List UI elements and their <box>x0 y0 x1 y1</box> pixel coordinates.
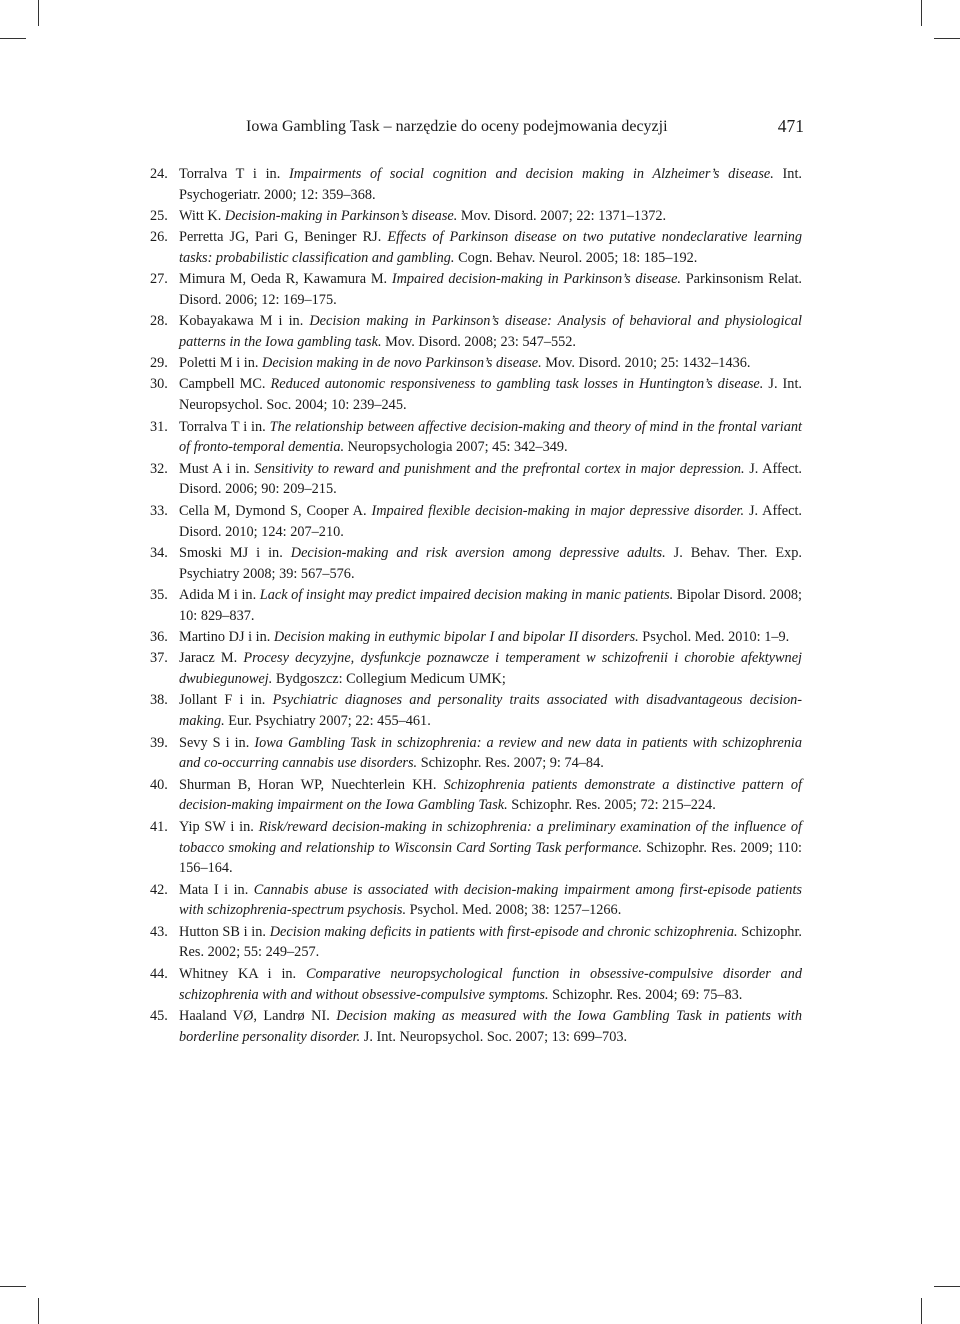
reference-title: Reduced autonomic responsiveness to gambling task losses in Huntington’s disease. <box>270 376 764 393</box>
reference-source: Psychol. Med. 2008; 38: 1257–1266. <box>409 902 622 919</box>
reference-item <box>150 227 802 269</box>
reference-number: 36. <box>150 629 168 646</box>
reference-number: 29. <box>150 355 168 372</box>
reference-item <box>150 269 802 311</box>
reference-source: Schizophr. Res. 2002; 55: 249–257. <box>179 923 803 961</box>
reference-item <box>150 648 802 690</box>
reference-authors: Kobayakawa M i in. <box>179 313 304 330</box>
reference-authors: Mata I i in. <box>179 881 249 898</box>
reference-source: Neuropsychologia 2007; 45: 342–349. <box>347 439 568 456</box>
reference-number: 37. <box>150 650 168 667</box>
page-number: 471 <box>777 116 804 136</box>
reference-authors: Witt K. <box>179 207 222 224</box>
reference-item <box>150 353 802 374</box>
reference-authors: Torralva T i in. <box>179 418 266 435</box>
reference-number: 33. <box>150 502 168 519</box>
reference-title: Risk/reward decision-making in schizophrenia: a preliminary examination of the influence of tobacco smoking and relationship to Wisconsin Card Sorting Task performance. <box>179 818 803 856</box>
reference-source: J. Affect. Disord. 2010; 124: 207–210. <box>179 502 803 540</box>
reference-item <box>150 1006 802 1048</box>
reference-item <box>150 627 802 648</box>
crop-mark <box>934 1286 960 1287</box>
reference-number: 27. <box>150 270 168 287</box>
reference-number: 40. <box>150 776 168 793</box>
reference-title: Impaired decision-making in Parkinson’s disease. <box>391 270 682 287</box>
reference-source: Eur. Psychiatry 2007; 22: 455–461. <box>228 713 431 730</box>
reference-title: Decision making in de novo Parkinson’s disease. <box>262 355 542 372</box>
reference-source: Int. Psychogeriatr. 2000; 12: 359–368. <box>179 166 803 203</box>
reference-authors: Smoski MJ i in. <box>179 544 283 561</box>
reference-source: Schizophr. Res. 2007; 9: 74–84. <box>420 755 604 772</box>
reference-item <box>150 775 802 817</box>
reference-source: J. Int. Neuropsychol. Soc. 2007; 13: 699–703. <box>363 1028 628 1045</box>
reference-authors: Perretta JG, Pari G, Beninger RJ. <box>179 228 382 245</box>
reference-title: Comparative neuropsychological function in obsessive-compulsive disorder and schizophrenia with and without obsessive-compulsive symptoms. <box>179 965 802 1003</box>
reference-authors: Yip SW i in. <box>179 818 254 835</box>
reference-source: Schizophr. Res. 2009; 110: 156–164. <box>179 839 802 877</box>
reference-number: 28. <box>150 313 168 330</box>
reference-item <box>150 690 802 732</box>
reference-item <box>150 817 802 879</box>
reference-number: 42. <box>150 881 168 898</box>
reference-item <box>150 880 802 922</box>
reference-source: Bipolar Disord. 2008; 10: 829–837. <box>179 586 802 624</box>
reference-source: Mov. Disord. 2008; 23: 547–552. <box>385 333 577 350</box>
reference-source: Psychol. Med. 2010: 1–9. <box>642 629 790 646</box>
reference-number: 39. <box>150 734 168 751</box>
crop-mark <box>921 1298 922 1324</box>
running-title: Iowa Gambling Task – narzędzie do oceny podejmowania decyzji <box>246 118 668 135</box>
reference-item <box>150 374 802 416</box>
reference-source: Schizophr. Res. 2005; 72: 215–224. <box>511 797 716 814</box>
reference-source: Schizophr. Res. 2004; 69: 75–83. <box>552 986 743 1003</box>
reference-authors: Martino DJ i in. <box>179 629 271 646</box>
reference-item <box>150 311 802 353</box>
reference-item <box>150 501 802 543</box>
reference-number: 44. <box>150 965 168 982</box>
crop-mark <box>38 0 39 26</box>
reference-number: 31. <box>150 418 168 435</box>
crop-mark <box>934 38 960 39</box>
reference-title: Sensitivity to reward and punishment and the prefrontal cortex in major depression. <box>254 460 745 477</box>
reference-authors: Campbell MC. <box>179 376 266 393</box>
reference-authors: Mimura M, Oeda R, Kawamura M. <box>179 270 388 287</box>
reference-title: Cannabis abuse is associated with decision-making impairment among first-episode patients with schizophrenia-spectrum psychosis. <box>179 881 802 919</box>
reference-number: 43. <box>150 923 168 940</box>
reference-title: Effects of Parkinson disease on two putative nondeclarative learning tasks: probabilistic classification and gambling. <box>179 228 803 266</box>
reference-item <box>150 543 802 585</box>
reference-source: J. Int. Neuropsychol. Soc. 2004; 10: 239–245. <box>179 376 803 414</box>
reference-source: Parkinsonism Relat. Disord. 2006; 12: 169–175. <box>179 270 803 308</box>
reference-authors: Haaland VØ, Landrø NI. <box>179 1007 330 1024</box>
reference-title: Iowa Gambling Task in schizophrenia: a review and new data in patients with schizophrenia and co-occurring cannabis use disorders. <box>179 734 803 772</box>
reference-number: 25. <box>150 207 168 224</box>
reference-item <box>150 164 802 206</box>
reference-number: 35. <box>150 586 168 603</box>
reference-item <box>150 459 802 501</box>
reference-source: Mov. Disord. 2010; 25: 1432–1436. <box>545 355 751 372</box>
reference-title: Schizophrenia patients demonstrate a distinctive pattern of decision-making impairment on the Iowa Gambling Task. <box>179 776 802 814</box>
reference-authors: Must A i in. <box>179 460 250 477</box>
reference-title: Decision making in euthymic bipolar I and bipolar II disorders. <box>273 629 639 646</box>
reference-title: The relationship between affective decision-making and theory of mind in the frontal variant of fronto-temporal dementia. <box>179 418 802 456</box>
reference-title: Psychiatric diagnoses and personality traits associated with disadvantageous decision-making. <box>179 692 803 730</box>
reference-number: 41. <box>150 818 168 835</box>
reference-authors: Sevy S i in. <box>179 734 250 751</box>
reference-authors: Jaracz M. <box>179 650 238 667</box>
reference-title: Impaired flexible decision-making in major depressive disorder. <box>371 502 745 519</box>
reference-title: Decision making in Parkinson’s disease: Analysis of behavioral and physiological patterns in the Iowa gambling task. <box>179 313 802 350</box>
reference-title: Impairments of social cognition and decision making in Alzheimer’s disease. <box>289 166 774 182</box>
reference-number: 38. <box>150 692 168 709</box>
reference-number: 32. <box>150 460 168 477</box>
reference-authors: Jollant F i in. <box>179 692 266 709</box>
reference-number: 34. <box>150 544 168 561</box>
reference-item <box>150 733 802 775</box>
reference-source: Bydgoszcz: Collegium Medicum UMK; <box>275 671 506 688</box>
reference-authors: Hutton SB i in. <box>179 923 266 940</box>
crop-mark <box>38 1298 39 1324</box>
reference-item <box>150 417 802 459</box>
reference-authors: Cella M, Dymond S, Cooper A. <box>179 502 367 519</box>
crop-mark <box>921 0 922 26</box>
reference-title: Decision making deficits in patients with first-episode and chronic schizophrenia. <box>269 923 738 940</box>
reference-authors: Poletti M i in. <box>179 355 259 372</box>
reference-authors: Whitney KA i in. <box>179 965 297 982</box>
reference-title: Decision-making and risk aversion among depressive adults. <box>290 544 666 561</box>
reference-authors: Adida M i in. <box>179 586 257 603</box>
reference-title: Procesy decyzyjne, dysfunkcje poznawcze i temperament w schizofrenii i chorobie afektywnej dwubiegunowej. <box>179 650 803 688</box>
reference-source: Cogn. Behav. Neurol. 2005; 18: 185–192. <box>458 249 698 266</box>
reference-item <box>150 585 802 627</box>
reference-title: Lack of insight may predict impaired decision making in manic patients. <box>259 586 674 603</box>
reference-number: 45. <box>150 1007 168 1024</box>
reference-item <box>150 964 802 1006</box>
reference-source: Mov. Disord. 2007; 22: 1371–1372. <box>460 207 667 224</box>
reference-number: 24. <box>150 166 168 182</box>
reference-title: Decision making as measured with the Iowa Gambling Task in patients with borderline personality disorder. <box>179 1007 803 1045</box>
reference-item <box>150 206 802 227</box>
reference-source: J. Affect. Disord. 2006; 90: 209–215. <box>179 460 803 498</box>
reference-number: 30. <box>150 376 168 393</box>
reference-authors: Shurman B, Horan WP, Nuechterlein KH. <box>179 776 437 793</box>
reference-number: 26. <box>150 228 168 245</box>
reference-source: J. Behav. Ther. Exp. Psychiatry 2008; 39: 567–576. <box>179 544 803 582</box>
running-header <box>246 116 804 140</box>
crop-mark <box>0 38 26 39</box>
reference-item <box>150 922 802 964</box>
reference-list <box>150 164 802 1047</box>
reference-title: Decision-making in Parkinson’s disease. <box>224 207 458 224</box>
reference-authors: Torralva T i in. <box>179 166 281 182</box>
crop-mark <box>0 1286 26 1287</box>
